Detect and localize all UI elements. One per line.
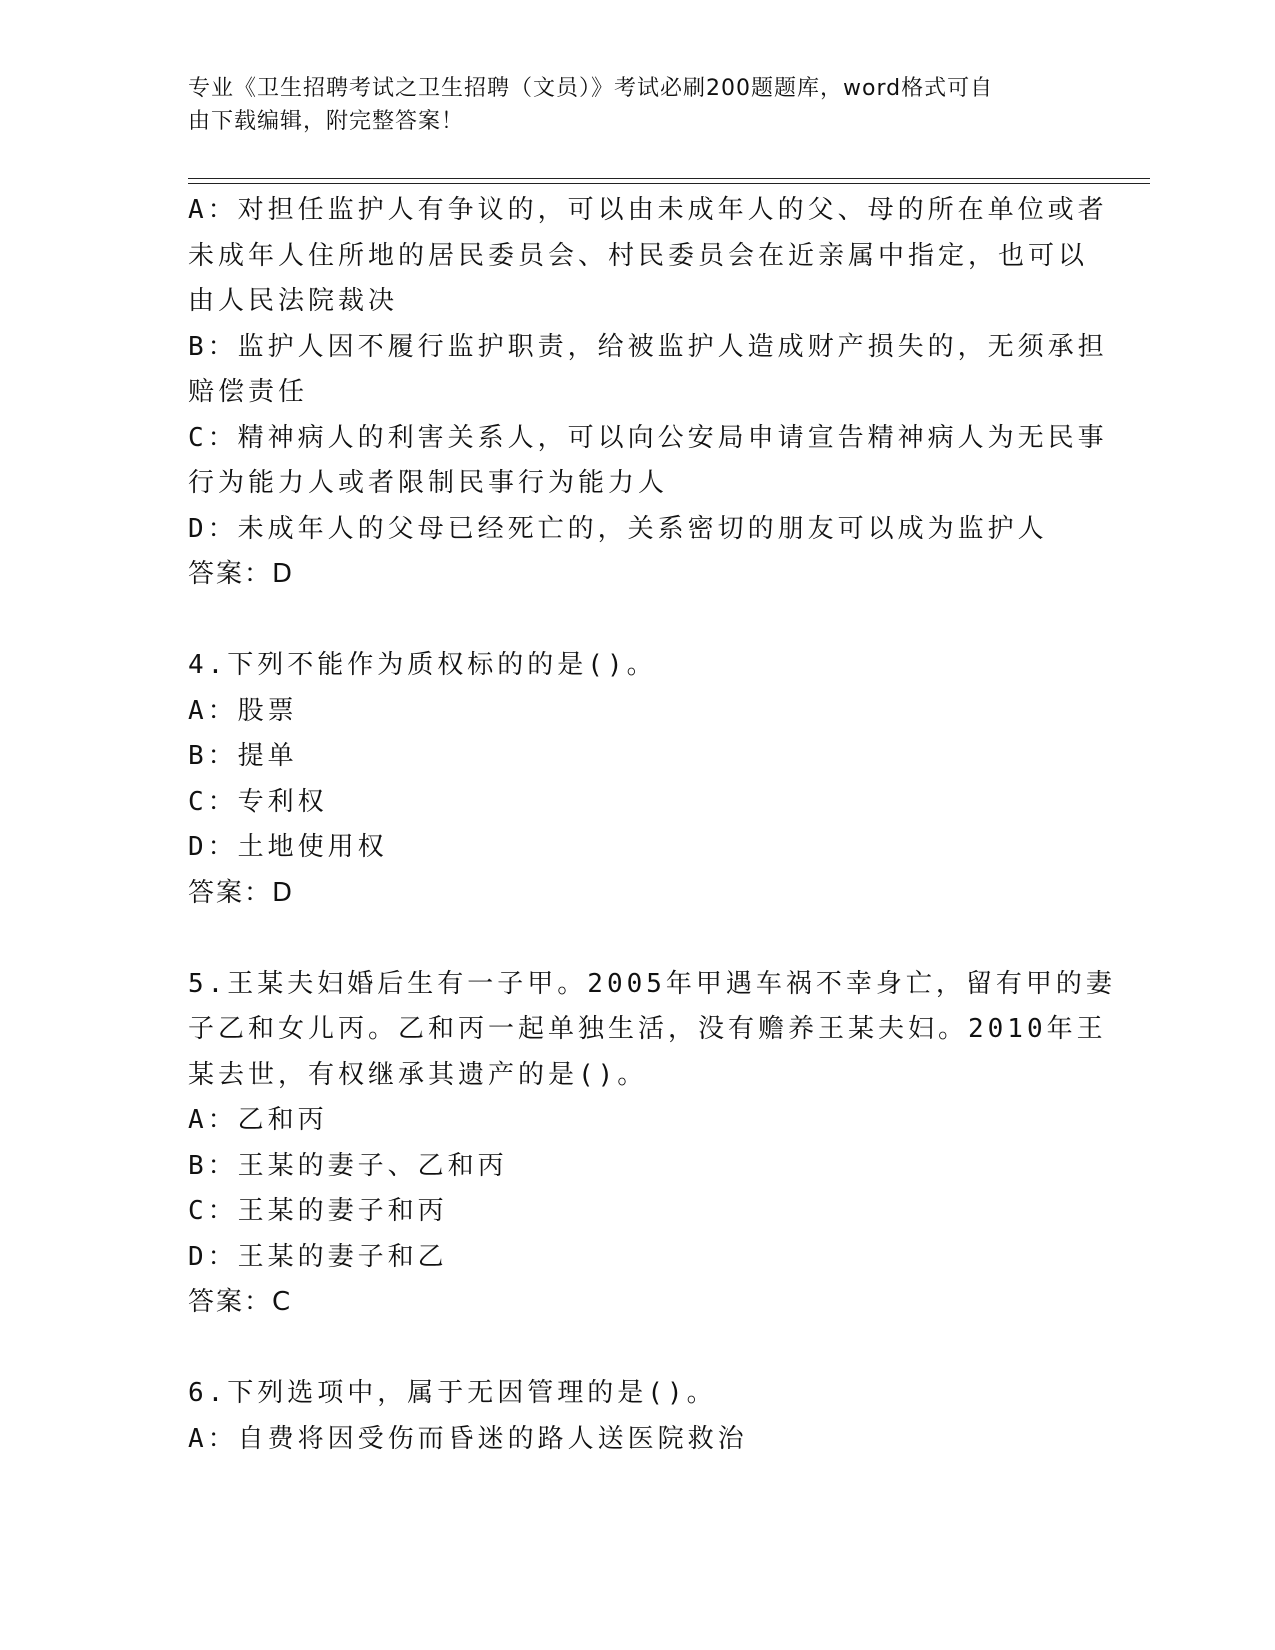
q3-option-d: D：未成年人的父母已经死亡的，关系密切的朋友可以成为监护人 <box>188 513 1048 544</box>
question-3-options <box>188 188 1108 598</box>
header-line-1: 专业《卫生招聘考试之卫生招聘（文员）》考试必刷200题题库，word格式可自 <box>188 76 994 101</box>
q4-option-d: D：土地使用权 <box>188 832 388 862</box>
q5-option-d: D：王某的妻子和乙 <box>188 1241 448 1272</box>
spacer <box>188 916 1088 962</box>
q5-answer: 答案：C <box>188 1287 293 1317</box>
document-body <box>188 188 1116 1462</box>
header-rule-bottom <box>188 183 1150 184</box>
q3-option-b-line-2: 赔偿责任 <box>188 377 309 407</box>
q4-question: 4.下列不能作为质权标的的是()。 <box>188 650 657 680</box>
q6-option-a: A：自费将因受伤而昏迷的路人送医院救治 <box>188 1423 748 1454</box>
q3-option-c-line-2: 行为能力人或者限制民事行为能力人 <box>188 468 669 498</box>
q3-option-a-line-3: 由人民法院裁决 <box>188 286 399 316</box>
q4-option-a: A：股票 <box>188 695 298 726</box>
q4-answer: 答案：D <box>188 877 295 908</box>
q3-option-c-line-1: C：精神病人的利害关系人，可以向公安局申请宣告精神病人为无民事 <box>188 422 1108 453</box>
q5-question-line-2: 子乙和女儿丙。乙和丙一起单独生活，没有赡养王某夫妇。2010年王 <box>188 1014 1107 1044</box>
q3-option-a-line-1: A：对担任监护人有争议的，可以由未成年人的父、母的所在单位或者 <box>188 195 1108 225</box>
q6-question: 6.下列选项中，属于无因管理的是()。 <box>188 1378 717 1408</box>
header-line-2: 由下载编辑，附完整答案！ <box>188 109 465 134</box>
question-5 <box>188 962 1116 1326</box>
q5-option-b: B：王某的妻子、乙和丙 <box>188 1150 508 1181</box>
q4-option-b: B：提单 <box>188 741 298 771</box>
q3-option-b-line-1: B：监护人因不履行监护职责，给被监护人造成财产损失的，无须承担 <box>188 331 1108 362</box>
q5-question-line-3: 某去世，有权继承其遗产的是()。 <box>188 1059 648 1090</box>
header-rule-top <box>188 178 1150 179</box>
document-header <box>188 72 1068 138</box>
q5-option-a: A：乙和丙 <box>188 1105 328 1135</box>
q4-option-c: C：专利权 <box>188 786 328 817</box>
spacer <box>188 1326 1088 1372</box>
spacer <box>188 598 1088 644</box>
q5-option-c: C：王某的妻子和丙 <box>188 1196 448 1226</box>
q3-answer: 答案：D <box>188 559 295 589</box>
question-6 <box>188 1371 1088 1462</box>
q3-option-a-line-2: 未成年人住所地的居民委员会、村民委员会在近亲属中指定，也可以 <box>188 240 1089 271</box>
q5-question-line-1: 5.王某夫妇婚后生有一子甲。2005年甲遇车祸不幸身亡，留有甲的妻 <box>188 968 1116 999</box>
question-4 <box>188 643 1088 916</box>
